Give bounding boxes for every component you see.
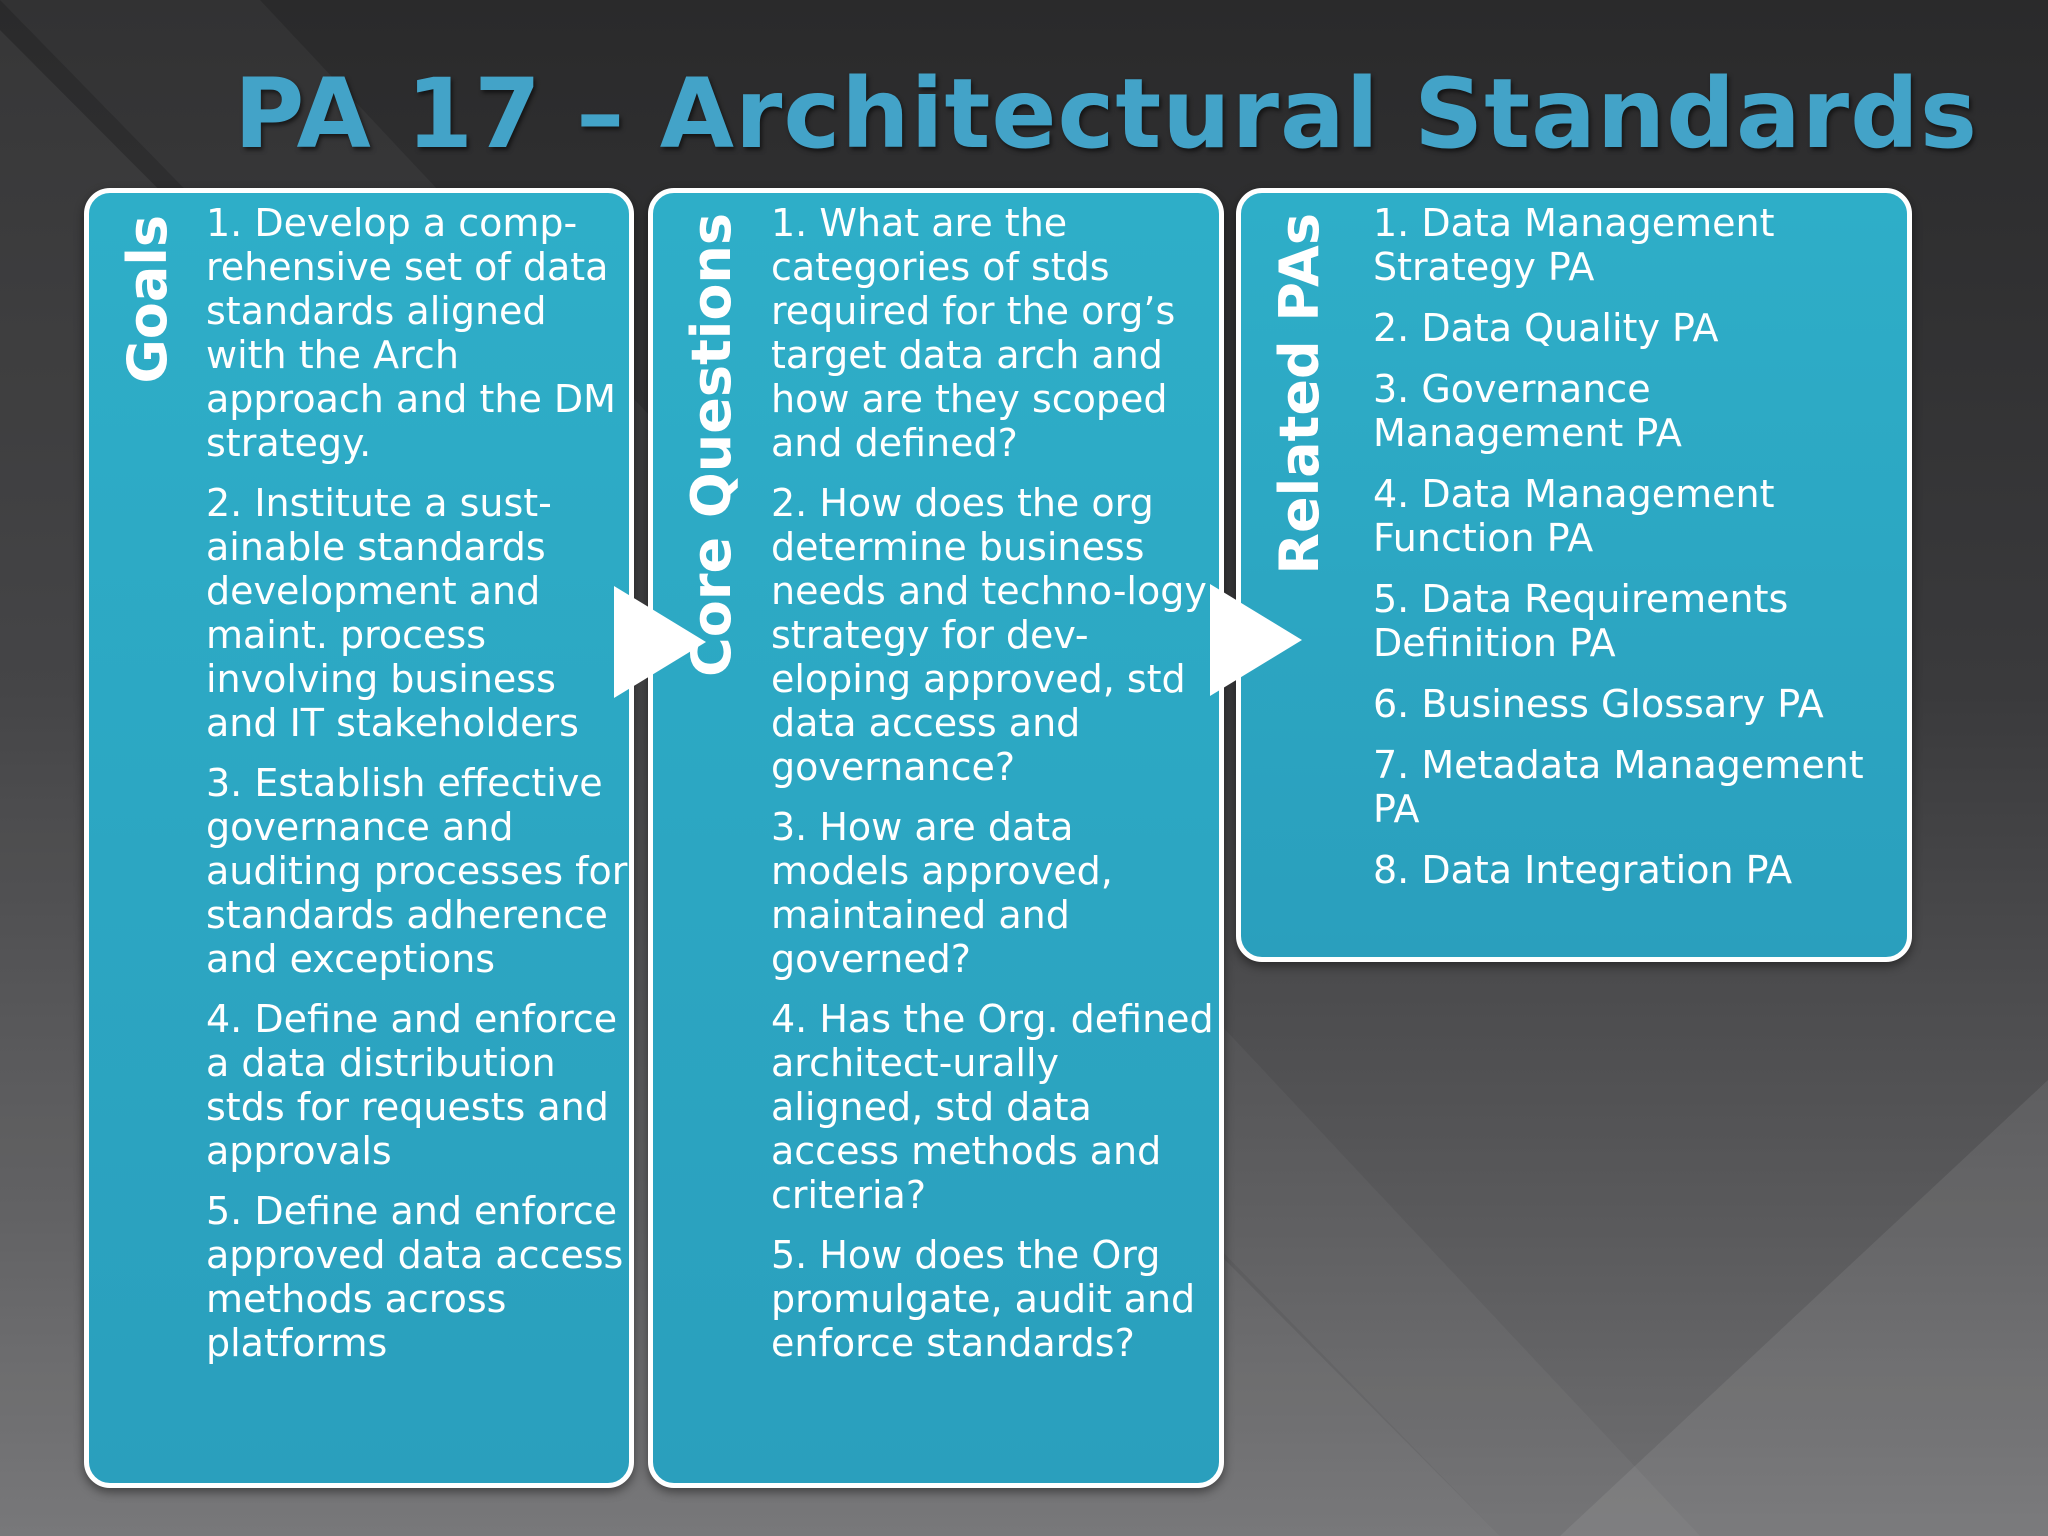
related-pas-panel xyxy=(1236,188,1912,962)
goal-item: 1. Develop a comp-rehensive set of data standards aligned with the Arch approach and the DM strategy. xyxy=(206,201,616,465)
related-pa-item: 4. Data Management Function PA xyxy=(1373,472,1775,560)
core-question-item: 5. How does the Org promulgate, audit and enforce standards? xyxy=(771,1233,1196,1365)
goal-item: 4. Define and enforce a data distribution stds for requests and approvals xyxy=(206,997,618,1173)
core-question-item: 4. Has the Org. defined architect-urally aligned, std data access methods and criteria? xyxy=(771,997,1214,1217)
related-pas-list xyxy=(1373,201,1903,909)
related-pa-item: 6. Business Glossary PA xyxy=(1373,682,1824,726)
related-pa-item: 7. Metadata Management PA xyxy=(1373,743,1864,831)
goals-panel xyxy=(84,188,634,1488)
flow-arrow-questions-to-related xyxy=(1210,584,1302,696)
core-questions-list xyxy=(771,201,1216,1381)
flow-arrow-goals-to-questions xyxy=(614,586,706,698)
core-questions-heading: Core Questions xyxy=(680,213,743,677)
goal-item: 2. Institute a sust-ainable standards development and maint. process involving business and IT stakeholders xyxy=(206,481,579,745)
goal-item: 5. Define and enforce approved data access methods across platforms xyxy=(206,1189,624,1365)
related-pa-item: 1. Data Management Strategy PA xyxy=(1373,201,1775,289)
goals-list xyxy=(206,201,631,1381)
related-pa-item: 5. Data Requirements Definition PA xyxy=(1373,577,1789,665)
goal-item: 3. Establish effective governance and auditing processes for standards adherence and exceptions xyxy=(206,761,628,981)
slide-title: PA 17 – Architectural Standards xyxy=(234,58,1978,170)
core-question-item: 1. What are the categories of stds required for the org’s target data arch and how are they scoped and defined? xyxy=(771,201,1176,465)
related-pa-item: 2. Data Quality PA xyxy=(1373,306,1719,350)
related-pa-item: 3. Governance Management PA xyxy=(1373,367,1682,455)
core-question-item: 2. How does the org determine business needs and techno-logy strategy for dev-eloping approved, std data access and governance? xyxy=(771,481,1207,789)
related-pa-item: 8. Data Integration PA xyxy=(1373,848,1793,892)
core-questions-panel xyxy=(648,188,1224,1488)
core-question-item: 3. How are data models approved, maintained and governed? xyxy=(771,805,1113,981)
related-pas-heading: Related PAs xyxy=(1268,213,1331,575)
goals-heading: Goals xyxy=(116,215,179,384)
